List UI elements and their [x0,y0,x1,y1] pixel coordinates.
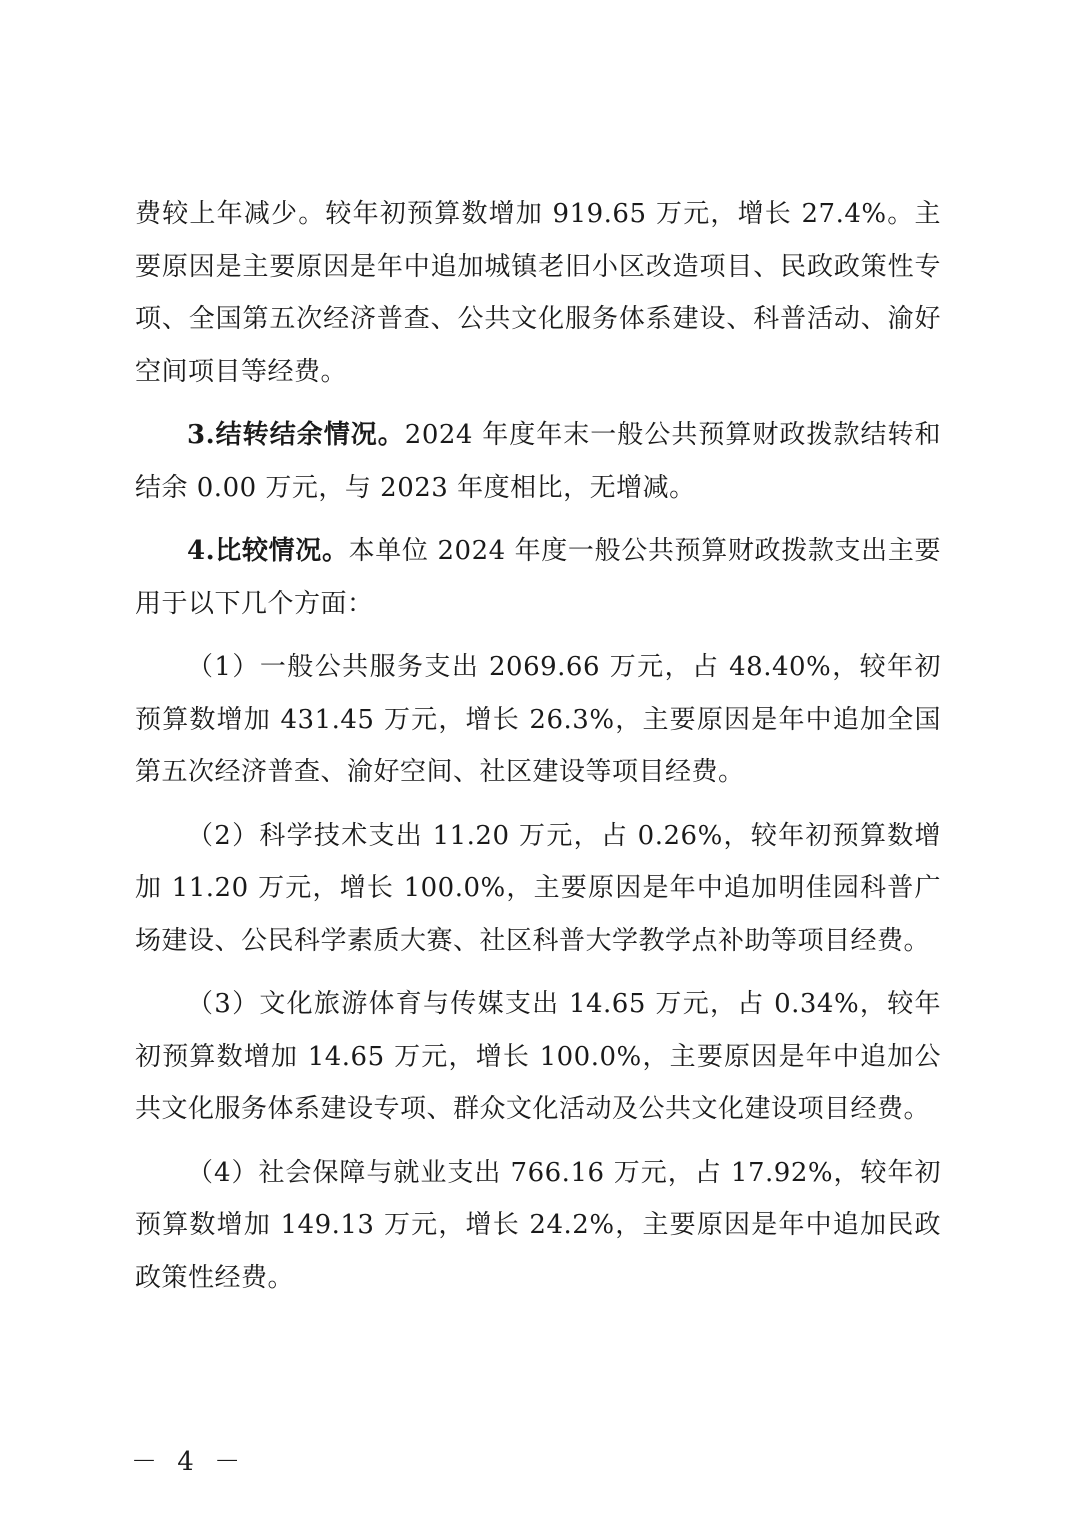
list-item-science-technology: （2）科学技术支出 11.20 万元，占 0.26%，较年初预算数增加 11.20 万元，增长 100.0%，主要原因是年中追加明佳园科普广场建设、公民科学素质大赛、社区科普大学教学点补助等项目经费。 [135,820,941,956]
paragraph-continuation: 费较上年减少。较年初预算数增加 919.65 万元，增长 27.4%。主要原因是主要原因是年中追加城镇老旧小区改造项目、民政政策性专项、全国第五次经济普查、公共文化服务体系建设、科普活动、渝好空间项目等经费。 [135,199,941,387]
list-item-social-security-employment: （4）社会保障与就业支出 766.16 万元，占 17.92%，较年初预算数增加 149.13 万元，增长 24.2%，主要原因是年中追加民政政策性经费。 [135,1157,941,1293]
page-number: － 4 － [131,1447,247,1477]
document-body [135,188,941,1304]
list-item-general-public-services: （1）一般公共服务支出 2069.66 万元，占 48.40%，较年初预算数增加 431.45 万元，增长 26.3%，主要原因是年中追加全国第五次经济普查、渝好空间、社区建设等项目经费。 [135,652,941,787]
section-heading-comparison: 4.比较情况。 [187,536,349,566]
list-item-culture-tourism-sports-media: （3）文化旅游体育与传媒支出 14.65 万元，占 0.34%，较年初预算数增加 14.65 万元，增长 100.0%，主要原因是年中追加公共文化服务体系建设专项、群众文化活动及公共文化建设项目经费。 [135,989,941,1124]
paragraph-comparison [135,525,941,630]
paragraph-text: 2024 年度年末一般公共预算财政拨款结转和结余 0.00 万元，与 2023 年度相比，无增减。 [135,420,941,503]
paragraph-text: 本单位 2024 年度一般公共预算财政拨款支出主要用于以下几个方面： [135,536,941,619]
section-heading-carryover: 3.结转结余情况。 [187,420,405,450]
paragraph-carryover-balance [135,409,941,514]
